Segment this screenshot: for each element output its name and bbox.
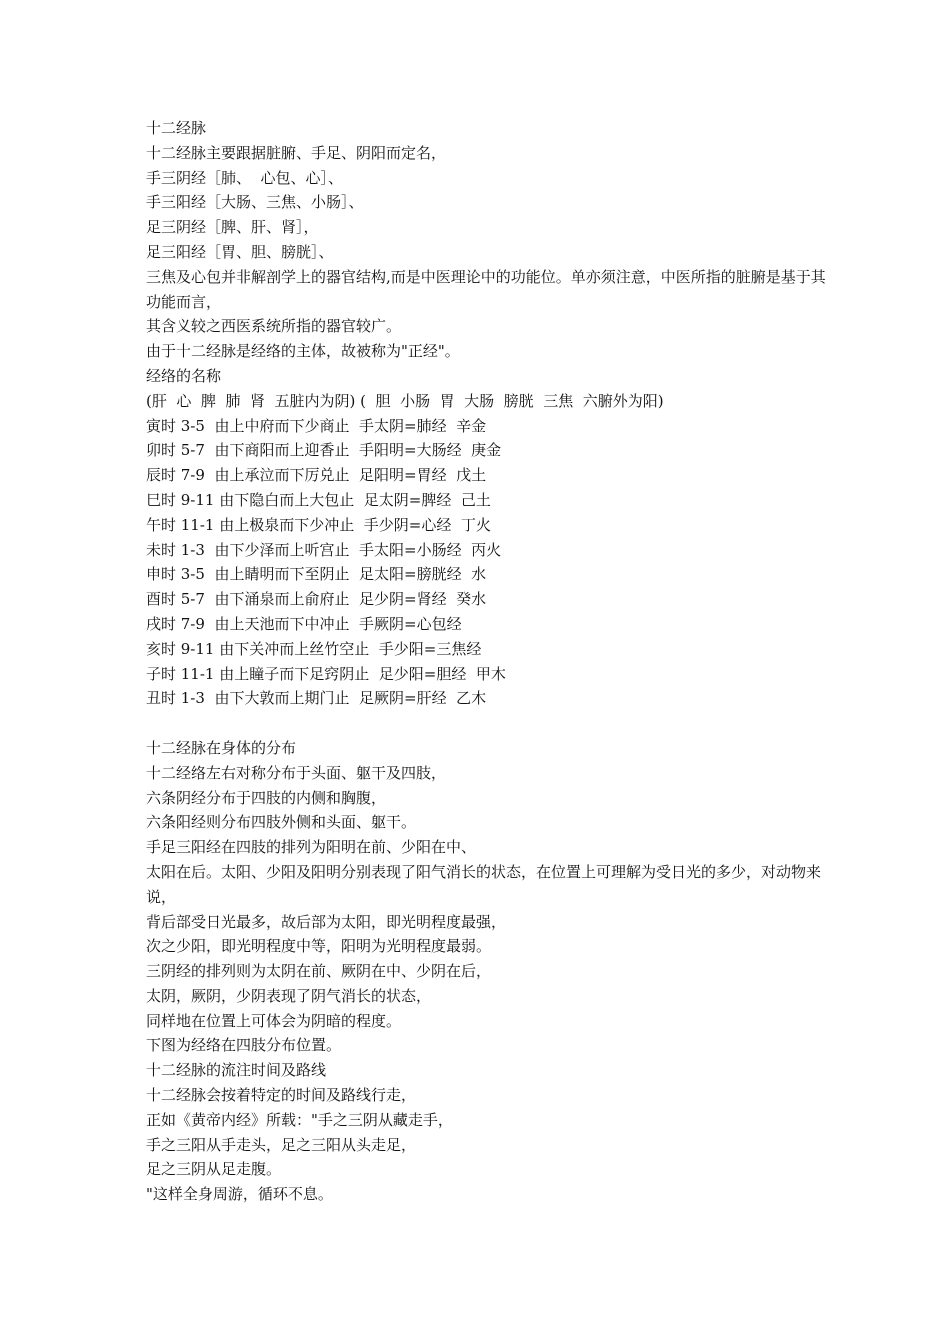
text-line: 下图为经络在四肢分布位置。 [146,1036,342,1055]
text-line: 六条阳经则分布四肢外侧和头面、躯干。 [146,813,417,832]
text-line: 十二经脉会按着特定的时间及路线行走， [146,1086,417,1105]
subsection-title: 经络的名称 [146,366,222,385]
paragraph-spacer [146,711,826,736]
text-line: 十二经络左右对称分布于头面、躯干及四肢， [146,763,447,782]
meridian-time-row: 辰时 7-9 由上承泣而下厉兑止 足阳明=胃经 戊土 [146,466,487,485]
text-line: 正如《黄帝内经》所载："手之三阴从藏走手， [146,1110,453,1129]
text-paragraph: 三焦及心包并非解剖学上的器官结构,而是中医理论中的功能位。单亦须注意，中医所指的脏腑是基于其功能而言， [146,267,826,311]
text-line: 足三阴经［脾、肝、肾］， [146,218,319,237]
text-line: 手足三阳经在四肢的排列为阳明在前、少阳在中、 [146,838,477,857]
text-line: 十二经脉主要跟据脏腑、手足、阴阳而定名， [146,143,447,162]
text-line: 手三阳经［大肠、三焦、小肠］、 [146,193,364,212]
meridian-time-row: 卯时 5-7 由下商阳而上迎香止 手阳明=大肠经 庚金 [146,441,502,460]
text-line: 足之三阴从足走腹。 [146,1160,282,1179]
text-paragraph: 太阳在后。太阳、少阳及阳明分别表现了阳气消长的状态，在位置上可理解为受日光的多少，对动物来说， [146,862,822,906]
meridian-time-row: 午时 11-1 由上极泉而下少冲止 手少阴=心经 丁火 [146,515,491,534]
text-line: 同样地在位置上可体会为阴暗的程度。 [146,1011,402,1030]
meridian-time-row: 申时 3-5 由上睛明而下至阴止 足太阳=膀胱经 水 [146,565,487,584]
meridian-time-row: 丑时 1-3 由下大敦而上期门止 足厥阴=肝经 乙木 [146,689,487,708]
meridian-time-row: 未时 1-3 由下少泽而上听宫止 手太阳=小肠经 丙火 [146,540,502,559]
text-line: 足三阳经［胃、胆、膀胱］、 [146,242,334,261]
text-line: 三阴经的排列则为太阴在前、厥阴在中、少阴在后， [146,962,492,981]
text-line: 其含义较之西医系统所指的器官较广。 [146,317,402,336]
subsection-title: 十二经脉的流注时间及路线 [146,1061,327,1080]
text-line: 次之少阳，即光明程度中等，阳明为光明程度最弱。 [146,937,492,956]
meridian-time-row: 子时 11-1 由上瞳子而下足窍阴止 足少阳=胆经 甲木 [146,664,506,683]
text-line: 手之三阳从手走头，足之三阳从头走足， [146,1135,417,1154]
text-line: 背后部受日光最多，故后部为太阳，即光明程度最强， [146,912,507,931]
section-meridian-distribution [146,736,826,1207]
text-line: 由于十二经脉是经络的主体，故被称为"正经"。 [146,342,460,361]
meridian-time-row: 戌时 7-9 由上天池而下中冲止 手厥阴=心包经 [146,614,462,633]
document-body [146,116,826,1207]
text-line: 六条阴经分布于四肢的内侧和胸腹， [146,788,387,807]
meridian-time-row: 寅时 3-5 由上中府而下少商止 手太阴=肺经 辛金 [146,416,487,435]
meridian-time-row: 酉时 5-7 由下涌泉而上俞府止 足少阴=肾经 癸水 [146,590,487,609]
section-title: 十二经脉 [146,119,207,137]
section-twelve-meridians [146,116,826,711]
meridian-time-row: 巳时 9-11 由下隐白而上大包止 足太阴=脾经 己土 [146,490,491,509]
organ-classification-line: (肝 心 脾 肺 肾 五脏内为阴) ( 胆 小肠 胃 大肠 膀胱 三焦 六腑外为阳) [146,391,664,410]
text-line: "这样全身周游，循环不息。 [146,1185,333,1204]
section-title: 十二经脉在身体的分布 [146,738,297,757]
text-line: 手三阴经［肺、 心包、心］、 [146,168,344,187]
meridian-time-row: 亥时 9-11 由下关冲而上丝竹空止 手少阳=三焦经 [146,639,482,658]
text-line: 太阴，厥阴，少阴表现了阴气消长的状态， [146,986,432,1005]
